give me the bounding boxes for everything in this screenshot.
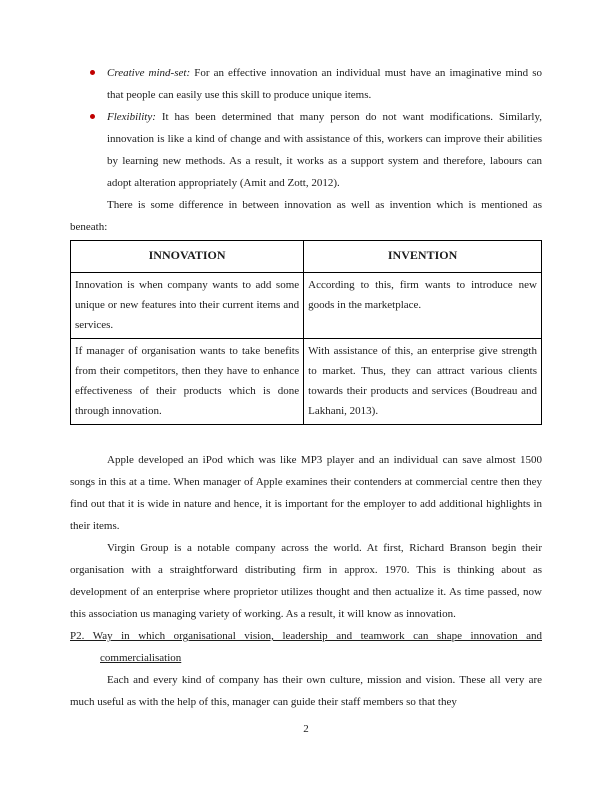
table-cell-innovation: If manager of organisation wants to take benefits from their competitors, then they have to enhance effectiveness of their products which is done through innovation. bbox=[71, 339, 304, 425]
closing-paragraph: Each and every kind of company has their own culture, mission and vision. These all very are much useful as with the help of this, manager can guide their staff members so that they bbox=[70, 674, 542, 708]
table-header-invention: INVENTION bbox=[304, 241, 542, 273]
table-cell-invention: With assistance of this, an enterprise give strength to market. Thus, they can attract various clients towards their products and services (Boudreau and Lakhani, 2013). bbox=[304, 339, 542, 425]
table-cell-innovation: Innovation is when company wants to add some unique or new features into their current items and services. bbox=[71, 273, 304, 339]
intro-paragraph: There is some difference in between innovation as well as invention which is mentioned as beneath: bbox=[70, 199, 542, 233]
bullet-icon bbox=[90, 70, 95, 75]
bullet-icon bbox=[90, 114, 95, 119]
table-row bbox=[71, 339, 542, 425]
apple-paragraph: Apple developed an iPod which was like MP3 player and an individual can save almost 1500 songs in this at a time. When manager of Apple examines their contenders at commercial centre then they find out that it is wide in nature and hence, it is important for the employer to add additional highlights in their items. bbox=[70, 454, 542, 532]
list-item bbox=[70, 62, 542, 106]
section-heading bbox=[70, 625, 542, 669]
table-cell-invention: According to this, firm wants to introduce new goods in the marketplace. bbox=[304, 273, 542, 339]
table-row bbox=[71, 273, 542, 339]
bullet-list bbox=[70, 62, 542, 194]
bullet-text: For an effective innovation an individual must have an imaginative mind so that people can easily use this skill to produce unique items. bbox=[107, 67, 543, 101]
document-content bbox=[70, 62, 542, 713]
list-item bbox=[70, 106, 542, 194]
table-header-row bbox=[71, 241, 542, 273]
page-number: 2 bbox=[303, 723, 309, 735]
bullet-text: It has been determined that many person do not want modifications. Similarly, innovation is like a kind of change and with assistance of this, workers can improve their abilities by learning new methods. As a result, it works as a support system and therefore, labours can adopt alteration appropriately (Amit and Zott, 2012). bbox=[107, 111, 542, 189]
bullet-lead: Flexibility: bbox=[107, 111, 156, 123]
virgin-paragraph: Virgin Group is a notable company across the world. At first, Richard Branson begin their organisation with a straightforward distributing firm in approx. 1970. This is thinking about as development of an enterprise where proprietor utilizes thought and then actualize it. As time passed, now this association us managing variety of working. As a result, it will know as innovation. bbox=[70, 542, 542, 620]
bullet-lead: Creative mind-set: bbox=[107, 67, 191, 79]
section-heading-line1: P2. Way in which organisational vision, leadership and teamwork can shape innovation and bbox=[70, 630, 542, 642]
section-heading-line2: commercialisation bbox=[100, 652, 182, 664]
innovation-invention-table bbox=[70, 240, 542, 425]
table-header-innovation: INNOVATION bbox=[71, 241, 304, 273]
